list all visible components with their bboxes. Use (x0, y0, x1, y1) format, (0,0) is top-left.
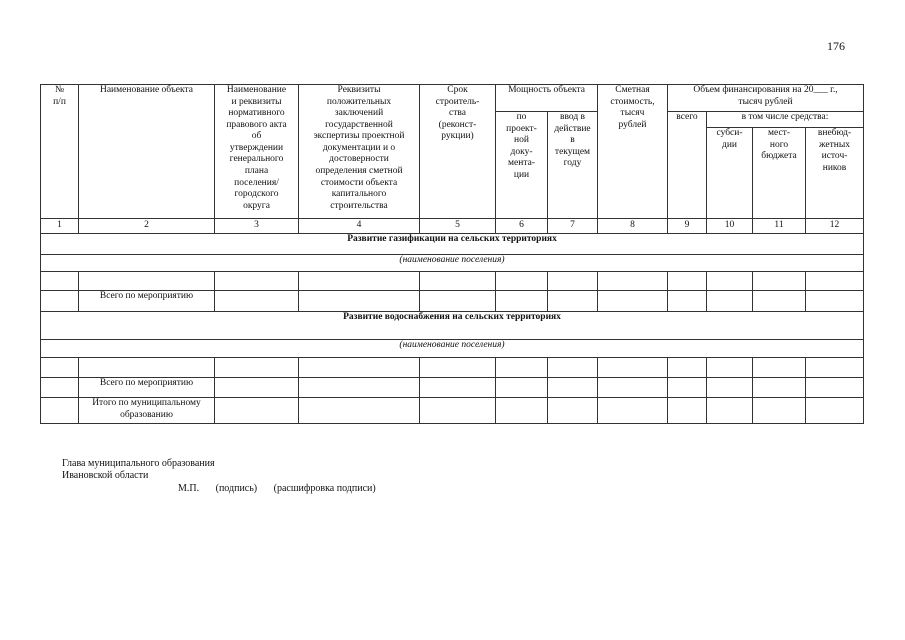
financing-table (40, 84, 864, 424)
column-number: 6 (496, 219, 548, 234)
column-numbers-row (41, 219, 864, 234)
row-total-label: Всего по мероприятию (79, 378, 215, 398)
header-num: № п/п (41, 85, 79, 219)
header-capacity-current: ввод в действие в текущем году (548, 112, 598, 219)
section-title: Развитие газификации на сельских территориях (41, 234, 864, 255)
header-plan-act: Наименование и реквизиты нормативного правового акта об утверждении генерального плана поселения/ городского округа (215, 85, 299, 219)
grand-total-label: Итого по муниципальному образованию (79, 398, 215, 424)
header-extrabudgetary: внебюд- жетных источ- ников (806, 128, 864, 219)
table-row (41, 358, 864, 378)
header-term: Срок строитель- ства (реконст- рукции) (420, 85, 496, 219)
signer-region: Ивановской области (62, 470, 149, 481)
section-subtitle: (наименование поселения) (41, 340, 864, 358)
page-number: 176 (827, 39, 845, 53)
column-number: 8 (598, 219, 668, 234)
column-number: 9 (668, 219, 707, 234)
header-including: в том числе средства: (707, 112, 864, 128)
column-number: 4 (299, 219, 420, 234)
column-number: 3 (215, 219, 299, 234)
column-number: 10 (707, 219, 753, 234)
header-local-budget: мест- ного бюджета (753, 128, 806, 219)
table-row (41, 291, 864, 312)
header-expertise: Реквизиты положительных заключений государственной экспертизы проектной документации и о достоверности определения сметной стоимости объекта капитального строительства (299, 85, 420, 219)
table-row (41, 378, 864, 398)
row-total-label: Всего по мероприятию (79, 291, 215, 312)
header-funding: Объем финансирования на 20___ г., тысяч рублей (668, 85, 864, 112)
signature-label: (подпись) (215, 483, 258, 494)
header-capacity-project: по проект- ной доку- мента- ции (496, 112, 548, 219)
section-title: Развитие водоснабжения на сельских территориях (41, 312, 864, 340)
column-number: 1 (41, 219, 79, 234)
column-number: 7 (548, 219, 598, 234)
signature-line (62, 483, 390, 495)
section-subtitle: (наименование поселения) (41, 255, 864, 272)
signer-title: Глава муниципального образования (62, 458, 215, 469)
column-number: 5 (420, 219, 496, 234)
column-number: 2 (79, 219, 215, 234)
transcript-label: (расшифровка подписи) (273, 483, 376, 494)
header-capacity: Мощность объекта (496, 85, 598, 112)
signature-block (62, 458, 390, 495)
column-number: 11 (753, 219, 806, 234)
header-subsidy: субси- дии (707, 128, 753, 219)
column-number: 12 (806, 219, 864, 234)
seal-label: М.П. (178, 483, 200, 494)
table-row (41, 398, 864, 424)
header-cost: Сметная стоимость, тысяч рублей (598, 85, 668, 219)
header-object-name: Наименование объекта (79, 85, 215, 219)
header-total: всего (668, 112, 707, 219)
table-row (41, 272, 864, 291)
